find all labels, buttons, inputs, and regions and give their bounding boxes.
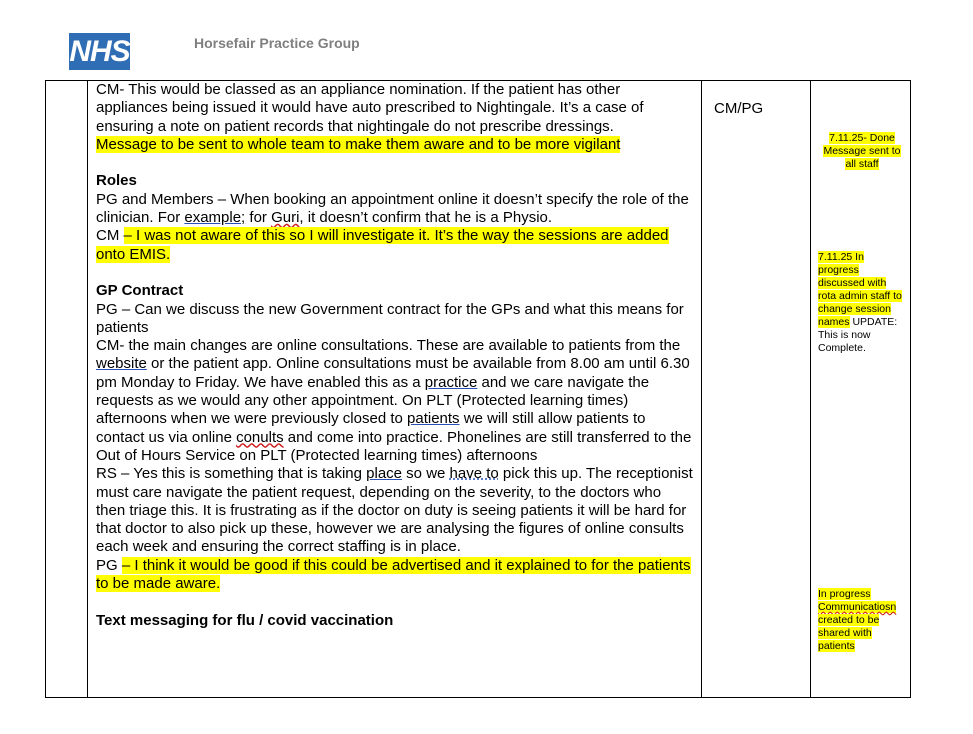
gp-rs-response bbox=[96, 465, 693, 556]
gp-answer-text-4: we will still allow patients to contact us via online bbox=[96, 410, 646, 446]
gp-answer bbox=[96, 337, 693, 465]
gp-rs-text: RS – Yes this is something that is taking bbox=[96, 465, 367, 483]
appliance-paragraph bbox=[96, 81, 693, 154]
table-row bbox=[46, 81, 911, 698]
gp-answer-text: CM- the main changes are online consultations. These are available to patients from the bbox=[96, 337, 681, 355]
status-note-3 bbox=[818, 588, 906, 653]
roles-text-3: , it doesn’t confirm that he is a Physio. bbox=[299, 209, 553, 227]
roles-response bbox=[96, 227, 693, 264]
minutes-table bbox=[45, 80, 911, 698]
roles-response-prefix: CM bbox=[96, 227, 124, 245]
gp-answer-text-5: and come into practice. Phonelines are still transferred to the Out of Hours Service on PLT (Protected learning times) afternoons bbox=[96, 428, 692, 464]
roles-guri-word: Guri bbox=[271, 209, 300, 227]
roles-text: PG and Members – When booking an appointment online it doesn’t specify the role of the clinician. For bbox=[96, 190, 689, 227]
spacer bbox=[96, 264, 693, 282]
roles-paragraph bbox=[96, 191, 693, 228]
gp-conults-word: conults bbox=[236, 428, 284, 446]
status-note-3-text-2: created to be shared with patients bbox=[818, 614, 880, 652]
gp-practice-word: practice bbox=[424, 373, 478, 391]
nhs-logo: NHS bbox=[69, 35, 130, 68]
text-messaging-heading: Text messaging for flu / covid vaccination bbox=[96, 611, 394, 629]
gp-pg-prefix: PG bbox=[96, 556, 122, 574]
gp-answer-text-3: and we care navigate the requests as we would any other appointment. On PLT (Protected learning times) afternoons when we were previously closed to bbox=[96, 373, 650, 428]
appliance-text: CM- This would be classed as an appliance nomination. If the patient has other appliances being issued it would have auto prescribed to Nightingale. It’s a case of ensuring a note on patient records that nightingale do not prescribe dressings. bbox=[96, 81, 644, 135]
status-note-1-line-2: Message sent to bbox=[823, 145, 901, 157]
status-note-1-line-3: all staff bbox=[845, 158, 879, 170]
status-note-2 bbox=[818, 251, 906, 355]
spacer bbox=[96, 593, 693, 611]
roles-heading: Roles bbox=[96, 172, 137, 190]
gp-rs-text-3: pick this up. The receptionist must care navigate the patient request, depending on the severity, to the doctors who then triage this. It is frustrating as if the doctor on duty is seeing patients it will be hard for that doctor to also pick up these, however we are analysing the figures of online consults each week and ensuring the correct staffing is in place. bbox=[96, 465, 693, 556]
roles-example-word: example; bbox=[184, 209, 246, 227]
owner-initials: CM/PG bbox=[714, 100, 764, 117]
status-note-2-highlight: 7.11.25 In progress discussed with rota admin staff to change session names bbox=[818, 251, 902, 328]
status-cell bbox=[811, 81, 911, 698]
item-number-cell bbox=[46, 81, 88, 698]
status-note-2-update: UPDATE: This is now Complete. bbox=[818, 316, 898, 354]
gp-website-word: website bbox=[96, 355, 147, 373]
status-note-3-misspelled-word: Communicatiosn bbox=[818, 601, 897, 613]
gp-rs-text-2: so we bbox=[402, 465, 450, 483]
gp-haveto-words: have to bbox=[449, 465, 499, 483]
gp-place-word: place bbox=[366, 465, 403, 483]
status-note-3-text: In progress bbox=[818, 588, 871, 600]
gp-pg-response bbox=[96, 557, 693, 594]
gp-pg-highlight: – I think it would be good if this could be advertised and it explained to for the patients to be made aware. bbox=[96, 556, 691, 593]
gp-patients-word: patients bbox=[407, 410, 460, 428]
status-note-1 bbox=[818, 81, 906, 171]
appliance-action-highlight: Message to be sent to whole team to make them aware and to be more vigilant bbox=[96, 135, 621, 153]
roles-response-highlight: – I was not aware of this so I will investigate it. It’s the way the sessions are added onto EMIS. bbox=[96, 227, 669, 263]
roles-text-2: for bbox=[245, 209, 272, 227]
spacer bbox=[96, 154, 693, 172]
status-note-1-line-1: 7.11.25- Done bbox=[829, 132, 895, 144]
gp-contract-heading: GP Contract bbox=[96, 282, 184, 300]
gp-question: PG – Can we discuss the new Government contract for the GPs and what this means for patients bbox=[96, 300, 684, 336]
discussion-cell bbox=[88, 81, 702, 698]
gp-answer-text-2: or the patient app. Online consultations must be available from 8.00 am until 6.30 pm Monday to Friday. We have enabled this as a bbox=[96, 355, 690, 391]
owner-cell bbox=[702, 81, 811, 698]
practice-name: Horsefair Practice Group bbox=[194, 35, 360, 51]
